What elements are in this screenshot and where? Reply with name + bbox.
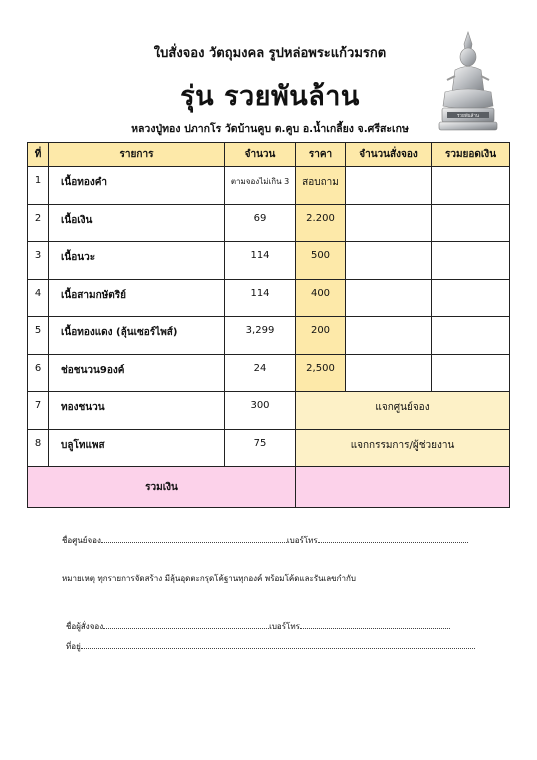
- total-row: [28, 467, 510, 508]
- center-phone-label: เบอร์โทร: [286, 536, 318, 545]
- orderer-phone-field[interactable]: [300, 620, 450, 629]
- header-price: ราคา: [296, 143, 346, 167]
- header-qty: จำนวน: [225, 143, 296, 167]
- center-name-field[interactable]: [101, 534, 287, 543]
- row-note: แจกกรรมการ/ผู้ช่วยงาน: [296, 429, 510, 467]
- row-number: 8: [28, 429, 49, 467]
- row-item: เนื้อนวะ: [49, 242, 225, 280]
- header-total: รวมยอดเงิน: [432, 143, 510, 167]
- row-item: ทองชนวน: [49, 392, 225, 430]
- order-qty-cell[interactable]: [346, 317, 432, 355]
- table-row: [28, 392, 510, 430]
- row-number: 5: [28, 317, 49, 355]
- address-label: ที่อยู่: [66, 642, 81, 651]
- order-qty-cell[interactable]: [346, 167, 432, 205]
- table-header-row: [28, 143, 510, 167]
- row-number: 3: [28, 242, 49, 280]
- center-name-label: ชื่อศูนย์จอง: [62, 536, 101, 545]
- row-item: เนื้อทองคำ: [49, 167, 225, 205]
- row-item: เนื้อเงิน: [49, 204, 225, 242]
- row-item: บลูโทแพส: [49, 429, 225, 467]
- total-label: รวมเงิน: [28, 467, 296, 508]
- orderer-phone-label: เบอร์โทร: [269, 622, 300, 631]
- row-price: 200: [296, 317, 346, 355]
- row-price: 400: [296, 279, 346, 317]
- row-qty: 24: [225, 354, 296, 392]
- orderer-line: [66, 620, 450, 633]
- row-number: 2: [28, 204, 49, 242]
- row-number: 1: [28, 167, 49, 205]
- total-amount-cell[interactable]: [432, 354, 510, 392]
- header-order-qty: จำนวนสั่งจอง: [346, 143, 432, 167]
- row-qty: 114: [225, 242, 296, 280]
- document-title: ใบสั่งจอง วัตถุมงคล รูปหล่อพระแก้วมรกต: [153, 46, 387, 61]
- row-qty: 300: [225, 392, 296, 430]
- row-qty: 69: [225, 204, 296, 242]
- table-row: [28, 317, 510, 355]
- remark: หมายเหตุ ทุกรายการจัดสร้าง มีลุ้นอุดตะกรุดโค้ฐานทุกองค์ พร้อมโค้ดและรันเลขกำกับ: [62, 574, 356, 583]
- row-price: 500: [296, 242, 346, 280]
- row-qty: 3,299: [225, 317, 296, 355]
- order-qty-cell[interactable]: [346, 242, 432, 280]
- order-qty-cell[interactable]: [346, 354, 432, 392]
- total-amount-cell[interactable]: [432, 279, 510, 317]
- total-amount-cell[interactable]: [432, 204, 510, 242]
- row-item: เนื้อทองแดง (ลุ้นเซอร์ไพส์): [49, 317, 225, 355]
- row-price: สอบถาม: [296, 167, 346, 205]
- row-item: เนื้อสามกษัตริย์: [49, 279, 225, 317]
- buddha-statue-image: [437, 30, 499, 132]
- row-qty: ตามจองไม่เกิน 3: [225, 167, 296, 205]
- row-qty: 75: [225, 429, 296, 467]
- row-note: แจกศูนย์จอง: [296, 392, 510, 430]
- center-phone-field[interactable]: [318, 534, 468, 543]
- address-line: [66, 640, 475, 653]
- row-number: 6: [28, 354, 49, 392]
- total-amount-cell[interactable]: [432, 167, 510, 205]
- row-qty: 114: [225, 279, 296, 317]
- table-row: [28, 279, 510, 317]
- table-row: [28, 354, 510, 392]
- table-row: [28, 167, 510, 205]
- table-row: [28, 242, 510, 280]
- total-amount-cell[interactable]: [432, 317, 510, 355]
- header-item: รายการ: [49, 143, 225, 167]
- table-row: [28, 204, 510, 242]
- table-row: [28, 429, 510, 467]
- series-name: รุ่น รวยพันล้าน: [180, 81, 360, 112]
- temple-info: หลวงปู่ทอง ปภากโร วัดบ้านคูบ ต.คูบ อ.น้ำเกลี้ยง จ.ศรีสะเกษ: [131, 123, 409, 135]
- row-price: 2.200: [296, 204, 346, 242]
- row-number: 4: [28, 279, 49, 317]
- orderer-name-label: ชื่อผู้สั่งจอง: [66, 622, 104, 631]
- order-qty-cell[interactable]: [346, 204, 432, 242]
- address-field[interactable]: [81, 640, 475, 649]
- row-number: 7: [28, 392, 49, 430]
- orderer-name-field[interactable]: [103, 620, 269, 629]
- row-item: ช่อชนวน9องค์: [49, 354, 225, 392]
- total-amount-cell[interactable]: [432, 242, 510, 280]
- center-name-line: [62, 534, 468, 547]
- header-no: ที่: [28, 143, 49, 167]
- statue-base-text: รวยพันล้าน: [457, 114, 479, 119]
- grand-total-cell[interactable]: [296, 467, 510, 508]
- row-price: 2,500: [296, 354, 346, 392]
- order-table: [27, 142, 510, 508]
- order-qty-cell[interactable]: [346, 279, 432, 317]
